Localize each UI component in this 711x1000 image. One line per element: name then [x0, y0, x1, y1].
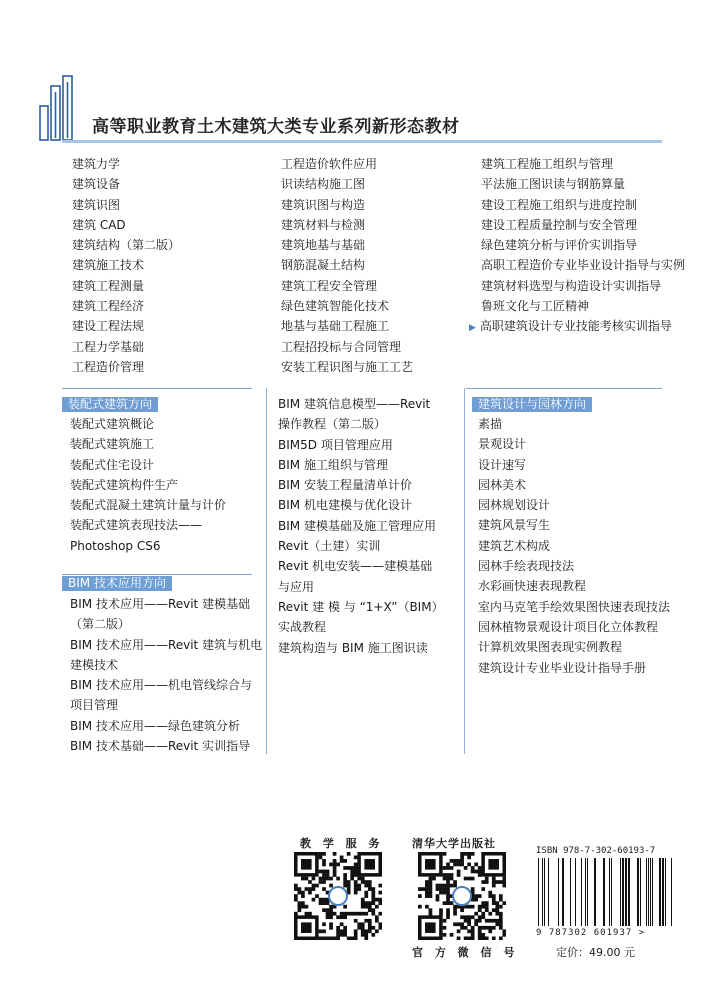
bim-tech-list: [70, 594, 262, 756]
design-section-tag: 建筑设计与园林方向: [472, 397, 592, 412]
book-title: [481, 255, 685, 275]
book-title: [70, 594, 262, 614]
book-title: [281, 215, 413, 235]
book-title-text: 园林美术: [478, 477, 527, 492]
book-title: [72, 174, 180, 194]
book-title-text: 建筑地基与基础: [281, 238, 366, 253]
book-title: [72, 276, 180, 296]
book-title-text: 识读结构施工图: [281, 177, 366, 192]
book-title-text: 建筑工程安全管理: [281, 278, 378, 293]
book-title-text: 项目管理: [70, 698, 119, 713]
book-title: [478, 536, 670, 556]
book-title: [278, 597, 444, 617]
book-title: [281, 235, 413, 255]
publisher-label: 清华大学出版社: [412, 837, 496, 850]
book-title: [478, 617, 670, 637]
book-title-text: 装配式建筑表现技法——: [70, 518, 203, 533]
book-title: [278, 516, 444, 536]
book-title-text: 计算机效果图表现实例教程: [478, 640, 623, 655]
book-title-text: BIM 安装工程量清单计价: [278, 478, 412, 493]
book-title: [281, 154, 413, 174]
book-title: [281, 357, 413, 377]
book-title: [70, 614, 262, 634]
book-title-text: 地基与基础工程施工: [281, 319, 390, 334]
book-title: [72, 195, 180, 215]
book-title: [281, 255, 413, 275]
bim-list-col2: [278, 394, 444, 658]
book-title-text: （第二版）: [70, 617, 131, 632]
book-title-text: 建筑材料选型与构造设计实训指导: [481, 278, 662, 293]
book-title-text: BIM 技术应用——Revit 建模基础: [70, 597, 251, 611]
book-title-text: 建筑识图与构造: [281, 197, 366, 212]
book-title: [72, 357, 180, 377]
wechat-qr-code: [418, 852, 506, 940]
book-title-text: BIM 建模基础及施工管理应用: [278, 518, 436, 533]
book-title: [70, 475, 226, 495]
book-title: [481, 174, 685, 194]
prefab-section-tag: 装配式建筑方向: [62, 397, 158, 412]
book-title: [278, 617, 444, 637]
book-title-text: 水彩画快速表现教程: [478, 579, 587, 594]
service-qr-code: [294, 852, 382, 940]
book-title: [478, 597, 670, 617]
bim-divider: [62, 574, 252, 575]
book-title-text: 建筑工程施工组织与管理: [481, 157, 614, 171]
book-title: [481, 195, 685, 215]
book-title-text: 室内马克笔手绘效果图快速表现技法: [478, 599, 671, 614]
prefab-list: [70, 414, 226, 556]
title-rule: [62, 140, 662, 143]
book-title-text: 素描: [478, 417, 503, 431]
building-logo-icon: [36, 72, 76, 142]
book-title: [70, 495, 226, 515]
book-title-text: 实战教程: [278, 620, 327, 635]
book-title-text: 建设工程质量控制与安全管理: [481, 217, 638, 232]
column-divider-2: [464, 388, 465, 754]
series-title: 高等职业教育土木建筑大类专业系列新形态教材: [92, 117, 460, 137]
book-title-text: BIM 技术基础——Revit 实训指导: [70, 739, 251, 754]
book-title: [281, 276, 413, 296]
book-title-text: 装配式住宅设计: [70, 457, 155, 472]
book-title-text: 建筑风景写生: [478, 518, 551, 533]
book-title: [70, 515, 226, 535]
book-title-text: 高职建筑设计专业技能考核实训指导: [479, 319, 672, 334]
book-title: [70, 635, 262, 655]
book-title-text: 建模技术: [70, 657, 119, 672]
book-title: [481, 235, 685, 255]
book-title-text: 设计速写: [478, 457, 527, 472]
book-title-text: 装配式建筑概论: [70, 417, 155, 431]
book-title-text: BIM 技术应用——Revit 建筑与机电: [70, 637, 263, 652]
book-title: [278, 577, 444, 597]
book-title-text: Revit 机电安装——建模基础: [278, 559, 433, 574]
book-title: [478, 556, 670, 576]
book-title: [70, 695, 262, 715]
book-title: [278, 455, 444, 475]
book-title-text: BIM5D 项目管理应用: [278, 437, 393, 452]
book-title: [481, 296, 685, 316]
book-title: [478, 576, 670, 596]
book-title-text: BIM 施工组织与管理: [278, 457, 388, 472]
bim-section-tag: BIM 技术应用方向: [62, 576, 172, 591]
book-title: [70, 455, 226, 475]
book-title-text: 平法施工图识读与钢筋算量: [481, 177, 626, 192]
service-label: 教 学 服 务: [300, 837, 384, 850]
book-title-text: BIM 技术应用——机电管线综合与: [70, 678, 252, 693]
book-title-text: 建筑力学: [72, 157, 121, 171]
book-title: [70, 716, 262, 736]
book-title-text: 与应用: [278, 579, 315, 594]
book-title: [478, 434, 670, 454]
book-title-text: 装配式建筑施工: [70, 437, 155, 452]
book-title-text: 绿色建筑智能化技术: [281, 299, 390, 314]
book-title-text: 园林植物景观设计项目化立体教程: [478, 619, 659, 634]
book-title: [72, 255, 180, 275]
triangle-marker-icon: ▶: [469, 323, 476, 334]
book-title: [72, 235, 180, 255]
book-title-text: 绿色建筑分析与评价实训指导: [481, 238, 638, 253]
book-title: [278, 475, 444, 495]
book-title: [481, 215, 685, 235]
section-divider-right: [466, 388, 662, 389]
book-title: [72, 316, 180, 336]
top-list-col2: [281, 154, 413, 377]
book-title-text: BIM 机电建模与优化设计: [278, 498, 412, 513]
book-title-text: 建筑构造与 BIM 施工图识读: [278, 640, 428, 655]
book-title-text: 钢筋混凝土结构: [281, 258, 366, 273]
book-title-text: 鲁班文化与工匠精神: [481, 299, 590, 314]
book-title-text: 装配式建筑构件生产: [70, 477, 179, 492]
book-title: [72, 215, 180, 235]
book-title: [478, 637, 670, 657]
book-title: [281, 337, 413, 357]
book-title: [70, 736, 262, 756]
book-title-text: 建筑设备: [72, 177, 121, 192]
top-list-col1: [72, 154, 180, 377]
book-title: [70, 414, 226, 434]
wechat-label: 官 方 微 信 号: [412, 946, 519, 959]
book-title: [478, 414, 670, 434]
book-title: [70, 536, 226, 556]
book-title: [70, 434, 226, 454]
book-title: [278, 556, 444, 576]
book-title: [281, 174, 413, 194]
book-title-text: 建设工程施工组织与进度控制: [481, 197, 638, 212]
book-title: [72, 296, 180, 316]
book-title: [70, 675, 262, 695]
column-divider-1: [266, 388, 267, 754]
book-title: [281, 195, 413, 215]
book-title-text: 建筑 CAD: [72, 217, 126, 232]
book-title-text: 高职工程造价专业毕业设计指导与实例: [481, 258, 686, 273]
book-title: [278, 435, 444, 455]
book-title: [278, 638, 444, 658]
isbn-barcode: [536, 858, 676, 930]
barcode-digits: 9 787302 601937 >: [536, 928, 646, 938]
book-title-text: 园林规划设计: [478, 498, 551, 513]
book-title-text: 建设工程法规: [72, 319, 145, 334]
book-title-text: 工程力学基础: [72, 339, 145, 354]
book-title: [481, 276, 685, 296]
book-title-text: Revit 建 模 与 “1+X”（BIM）: [278, 599, 444, 614]
book-title: [72, 337, 180, 357]
book-title-text: BIM 技术应用——绿色建筑分析: [70, 718, 240, 733]
book-title-text: 工程招投标与合同管理: [281, 339, 402, 354]
book-title: [278, 394, 444, 414]
book-title: [478, 495, 670, 515]
book-title: [478, 455, 670, 475]
book-title-text: 工程造价软件应用: [281, 157, 378, 171]
book-title: [278, 414, 444, 434]
book-title: [70, 655, 262, 675]
book-title-text: 工程造价管理: [72, 359, 145, 374]
book-title: [281, 296, 413, 316]
book-title-text: Photoshop CS6: [70, 538, 161, 553]
book-title-text: 建筑工程测量: [72, 278, 145, 293]
book-title: [281, 316, 413, 336]
book-title: [278, 495, 444, 515]
book-title-text: 建筑材料与检测: [281, 217, 366, 232]
book-title-text: 装配式混凝土建筑计量与计价: [70, 498, 227, 513]
book-title: [469, 316, 685, 338]
top-list-col3: [469, 154, 686, 339]
book-title: [481, 154, 685, 174]
book-title-text: 园林手绘表现技法: [478, 559, 575, 574]
book-title: [72, 154, 180, 174]
book-title: [478, 515, 670, 535]
book-title-text: 建筑艺术构成: [478, 538, 551, 553]
design-list: [478, 414, 670, 678]
book-title-text: BIM 建筑信息模型——Revit: [278, 397, 431, 411]
section-divider-left: [62, 388, 252, 389]
book-title-text: 操作教程（第二版）: [278, 417, 387, 432]
book-title-text: 建筑结构（第二版）: [72, 238, 181, 253]
book-title-text: 安装工程识图与施工工艺: [281, 359, 414, 374]
book-title: [478, 475, 670, 495]
isbn-text: ISBN 978-7-302-60193-7: [536, 846, 656, 856]
book-title-text: Revit（土建）实训: [278, 539, 381, 554]
book-title: [478, 658, 670, 678]
book-title-text: 建筑设计专业毕业设计指导手册: [478, 660, 647, 675]
book-title-text: 建筑识图: [72, 197, 121, 212]
book-title: [278, 536, 444, 556]
book-title-text: 建筑工程经济: [72, 299, 145, 314]
price-label: 定价：49.00 元: [556, 946, 635, 959]
book-title-text: 景观设计: [478, 437, 527, 452]
book-title-text: 建筑施工技术: [72, 258, 145, 273]
